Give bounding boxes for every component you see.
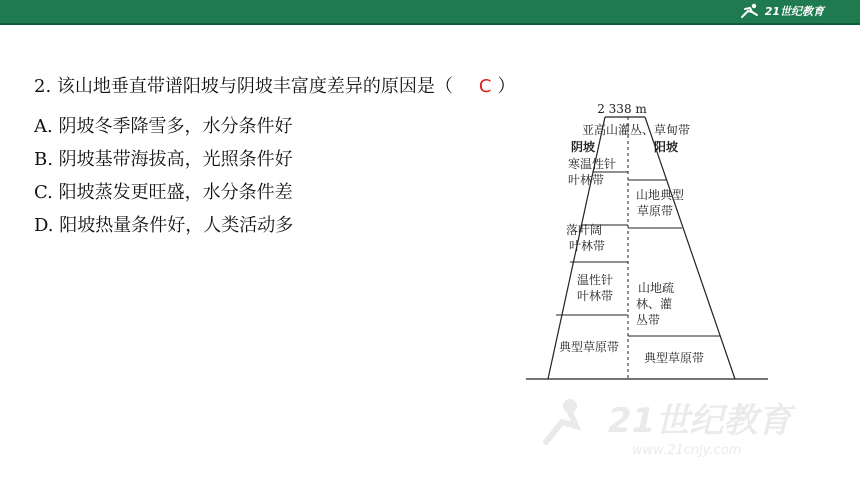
watermark-text: 21世纪教育 (608, 401, 792, 441)
sunny-belt-1-line-2: 草原带 (636, 204, 674, 218)
question-text: 2. 该山地垂直带谱阳坡与阴坡丰富度差异的原因是（ (34, 76, 453, 97)
shady-belt-2-line-2: 叶林带 (568, 239, 606, 253)
sunny-belt-2-line-1: 山地疏 (637, 281, 675, 295)
question-close-paren: ） (497, 76, 516, 97)
shady-belt-1-line-2: 叶林带 (567, 173, 605, 187)
shady-belt-1-line-1: 寒温性针 (567, 157, 617, 171)
shady-slope-label: 阴坡 (570, 140, 596, 154)
sunny-slope-outline (645, 117, 735, 379)
shady-belt-3-line-2: 叶林带 (576, 289, 614, 303)
shady-belt-2-line-1: 落叶阔 (565, 223, 603, 237)
sunny-belt-3: 典型草原带 (643, 351, 705, 365)
shady-belt-4: 典型草原带 (558, 340, 620, 354)
runner-icon (739, 3, 761, 19)
option-c: C. 阳坡蒸发更旺盛，水分条件差 (34, 182, 293, 203)
top-belt-label: 亚高山灌丛、草甸带 (581, 123, 691, 137)
shady-belt-3-line-1: 温性针 (576, 273, 614, 287)
vertical-zonation-diagram (520, 100, 780, 385)
watermark-url: www.21cnjy.com (632, 443, 742, 458)
header-divider (0, 23, 860, 25)
sunny-belt-1-line-1: 山地典型 (635, 188, 685, 202)
option-a: A. 阴坡冬季降雪多，水分条件好 (34, 116, 293, 137)
watermark-logo (540, 392, 840, 460)
answer-letter: C (478, 76, 492, 97)
option-d: D. 阳坡热量条件好，人类活动多 (34, 215, 294, 236)
brand-logo (739, 2, 824, 20)
summit-elevation: 2 338 m (597, 102, 647, 116)
question-stem (34, 76, 515, 98)
sunny-belt-2-line-2: 林、灌 (635, 297, 673, 311)
option-b: B. 阴坡基带海拔高，光照条件好 (34, 149, 293, 170)
header-bar (0, 0, 860, 23)
sunny-belt-2-line-3: 丛带 (635, 313, 661, 327)
sunny-slope-label: 阳坡 (653, 140, 679, 154)
brand-logo-text: 21世纪教育 (764, 5, 824, 18)
